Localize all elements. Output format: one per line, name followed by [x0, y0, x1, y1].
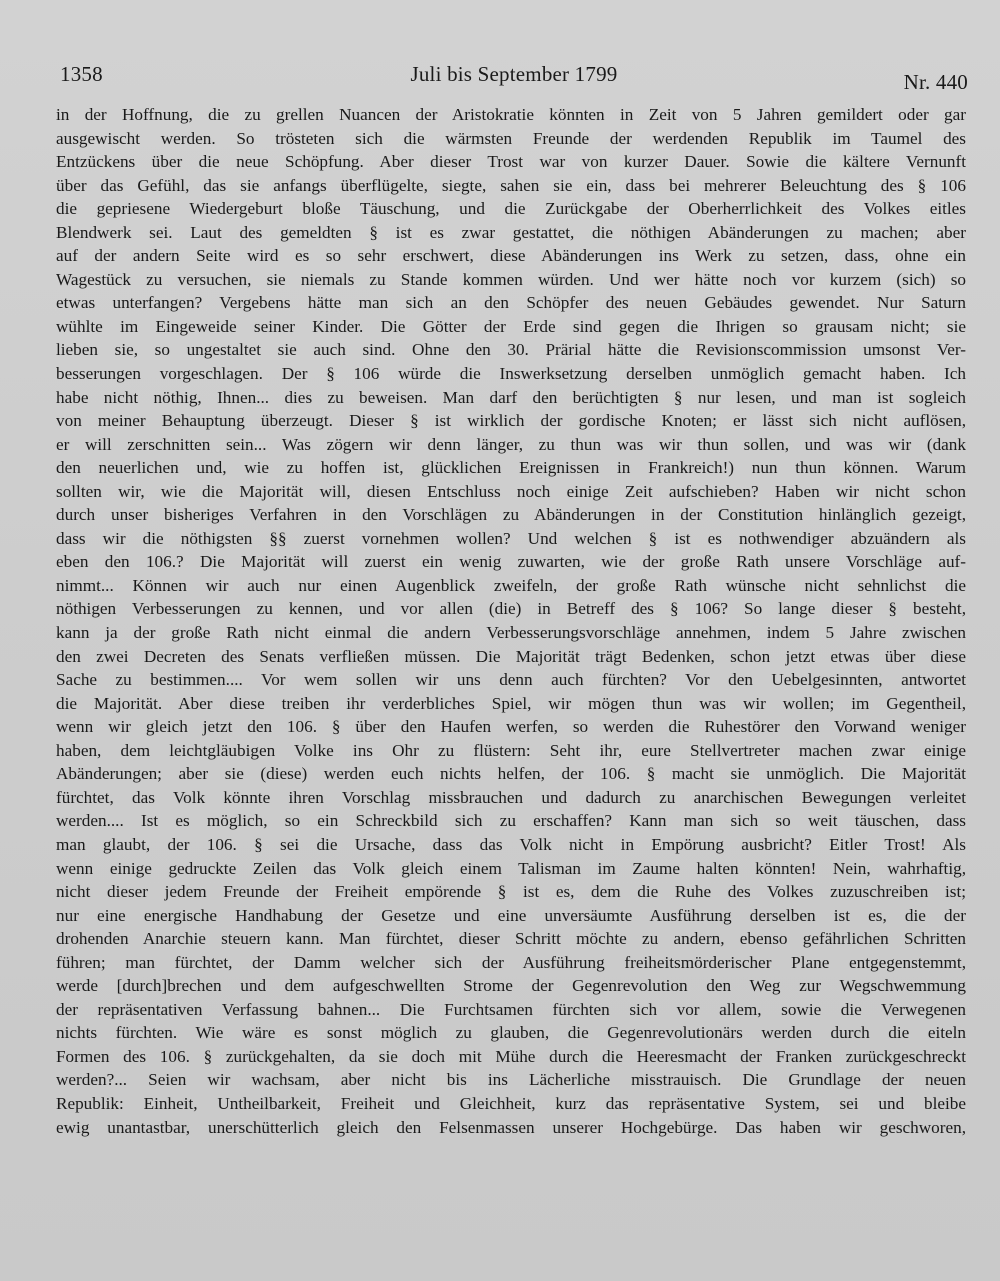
text-line: Formen des 106. § zurückgehalten, da sie doch mit Mühe durch die Heeresmacht der Franken zurückgeschreckt [56, 1046, 966, 1066]
body-text [56, 103, 966, 1139]
text-line: Republik: Einheit, Untheilbarkeit, Freiheit und Gleichheit, kurz das repräsentative System, sei und bleibe [56, 1093, 966, 1113]
text-line: den zwei Decreten des Senats verfließen müssen. Die Majorität trägt Bedenken, schon jetzt etwas über diese [56, 646, 966, 666]
text-line: führen; man fürchtet, der Damm welcher sich der Ausführung freiheitsmörderischer Plane entgegenstemmt, [56, 952, 966, 972]
text-line: sollten wir, wie die Majorität will, diesen Entschluss noch einige Zeit aufschieben? Haben wir nicht schon [56, 481, 966, 501]
text-line: Blendwerk sei. Laut des gemeldten § ist es zwar gestattet, die nöthigen Abänderungen zu machen; aber [56, 222, 966, 242]
text-line: drohenden Anarchie steuern kann. Man fürchtet, dieser Schritt möchte zu andern, ebenso gefährlichen Schritten [56, 929, 966, 949]
text-line: in der Hoffnung, die zu grellen Nuancen der Aristokratie könnten in Zeit von 5 Jahren gemildert oder gar [56, 105, 966, 124]
text-line: die gepriesene Wiedergeburt bloße Täuschung, und die Zurückgabe der Oberherrlichkeit des Volkes eitles [56, 199, 966, 219]
text-line: nichts fürchten. Wie wäre es sonst möglich zu glauben, die Gegenrevolutionärs werden durch die eiteln [56, 1023, 966, 1043]
text-line: nur eine energische Handhabung der Gesetze und eine unversäumte Ausführung derselben ist es, die der [56, 905, 966, 925]
text-line: habe nicht nöthig, Ihnen... dies zu beweisen. Man darf den berüchtigten § nur lesen, und man ist sogleich [56, 387, 966, 407]
text-line: der repräsentativen Verfassung bahnen... Die Furchtsamen fürchten sich vor allem, sowie die Verwegenen [56, 999, 966, 1019]
running-title: Juli bis September 1799 [410, 62, 618, 86]
page-number: 1358 [60, 62, 103, 86]
text-line: besserungen vorgeschlagen. Der § 106 würde die Inswerksetzung derselben unmöglich gemacht haben. Ich [56, 364, 966, 384]
page-header [60, 62, 968, 96]
text-line: etwas unterfangen? Vergebens hätte man sich an den Schöpfer des neuen Gebäudes gewendet. Nur Saturn [56, 293, 966, 313]
text-line: wenn wir gleich jetzt den 106. § über den Haufen werfen, so werden die Ruhestörer den Vorwand weniger [56, 717, 966, 737]
text-line: fürchtet, das Volk könnte ihren Vorschlag missbrauchen und dadurch zu anarchischen Bewegungen verleitet [56, 787, 966, 807]
text-line: den neuerlichen und, wie zu hoffen ist, glücklichen Ereignissen in Frankreich!) nun thun können. Warum [56, 458, 966, 478]
text-line: lieben sie, so ungestaltet sie auch sind. Ohne den 30. Prärial hätte die Revisionscommission umsonst Ver- [56, 340, 966, 360]
text-line: er will zerschnitten sein... Was zögern wir denn länger, zu thun was wir thun sollen, und was wir (dank [56, 434, 966, 454]
text-line: Entzückens über die neue Schöpfung. Aber dieser Trost war von kurzer Dauer. Sowie die kältere Vernunft [56, 152, 966, 172]
text-line: man glaubt, der 106. § sei die Ursache, dass das Volk nicht in Empörung ausbricht? Eitler Trost! Als [56, 834, 966, 854]
text-line: nöthigen Verbesserungen zu kennen, und vor allen (die) in Betreff des § 106? So lange dieser § besteht, [56, 599, 966, 619]
text-line: über das Gefühl, das sie anfangs überflügelte, siegte, sahen sie ein, dass bei mehrerer Beleuchtung des § 106 [56, 175, 966, 195]
text-line: eben den 106.? Die Majorität will zuerst ein wenig zuwarten, wie der große Rath unsere Vorschläge auf- [56, 552, 966, 572]
text-line: wühlte im Eingeweide seiner Kinder. Die Götter der Erde sind gegen die Ihrigen so grausam nicht; sie [56, 316, 966, 336]
text-line: dass wir die nöthigsten §§ zuerst vornehmen wollen? Und welchen § ist es nothwendiger abzuändern als [56, 528, 966, 548]
text-line: durch unser bisheriges Verfahren in den Vorschlägen zu Abänderungen in der Constitution hinlänglich gezeigt, [56, 505, 966, 525]
text-line: von meiner Behauptung überzeugt. Dieser § ist wirklich der gordische Knoten; er lässt sich nicht auflösen, [56, 411, 966, 431]
text-line: werden.... Ist es möglich, so ein Schreckbild sich zu erschaffen? Kann man sich so weit täuschen, dass [56, 811, 966, 831]
text-line: Sache zu bestimmen.... Vor wem sollen wir uns denn auch fürchten? Vor den Uebelgesinnten, antwortet [56, 670, 966, 690]
text-line: Wagestück zu versuchen, sie niemals zu Stande kommen würden. Und wer hätte noch vor kurzem (sich) so [56, 269, 966, 289]
text-line: nicht dieser jedem Freunde der Freiheit empörende § ist es, dem die Ruhe des Volkes zuzuschreiben ist; [56, 882, 966, 902]
document-number: Nr. 440 [903, 70, 968, 94]
text-line: kann ja der große Rath nicht einmal die andern Verbesserungsvorschläge annehmen, indem 5 Jahre zwischen [56, 623, 966, 643]
text-line: werde [durch]brechen und dem aufgeschwellten Strome der Gegenrevolution den Weg zur Wegschwemmung [56, 976, 966, 996]
text-line: Abänderungen; aber sie (diese) werden euch nichts helfen, der 106. § macht sie unmöglich. Die Majorität [56, 764, 966, 784]
text-line: wenn einige gedruckte Zeilen das Volk gleich einem Talisman im Zaume halten könnten! Nein, wahrhaftig, [56, 858, 966, 878]
text-line: die Majorität. Aber diese treiben ihr verderbliches Spiel, wir mögen thun was wir wollen; im Gegentheil, [56, 693, 966, 713]
text-line: ausgewischt werden. So trösteten sich die wärmsten Freunde der werdenden Republik im Taumel des [56, 128, 966, 148]
text-line: werden?... Seien wir wachsam, aber nicht bis ins Lächerliche misstrauisch. Die Grundlage der neuen [56, 1070, 966, 1090]
text-line: haben, dem leichtgläubigen Volke ins Ohr zu flüstern: Seht ihr, eure Stellvertreter machen zwar einige [56, 740, 966, 760]
text-line: ewig unantastbar, unerschütterlich gleich den Felsenmassen unserer Hochgebürge. Das haben wir geschworen, [56, 1117, 966, 1137]
text-line: auf der andern Seite wird es so sehr erschwert, diese Abänderungen ins Werk zu setzen, dass, ohne ein [56, 246, 966, 266]
text-line: nimmt... Können wir auch nur einen Augenblick zweifeln, der große Rath wünsche nicht sehnlichst die [56, 575, 966, 595]
